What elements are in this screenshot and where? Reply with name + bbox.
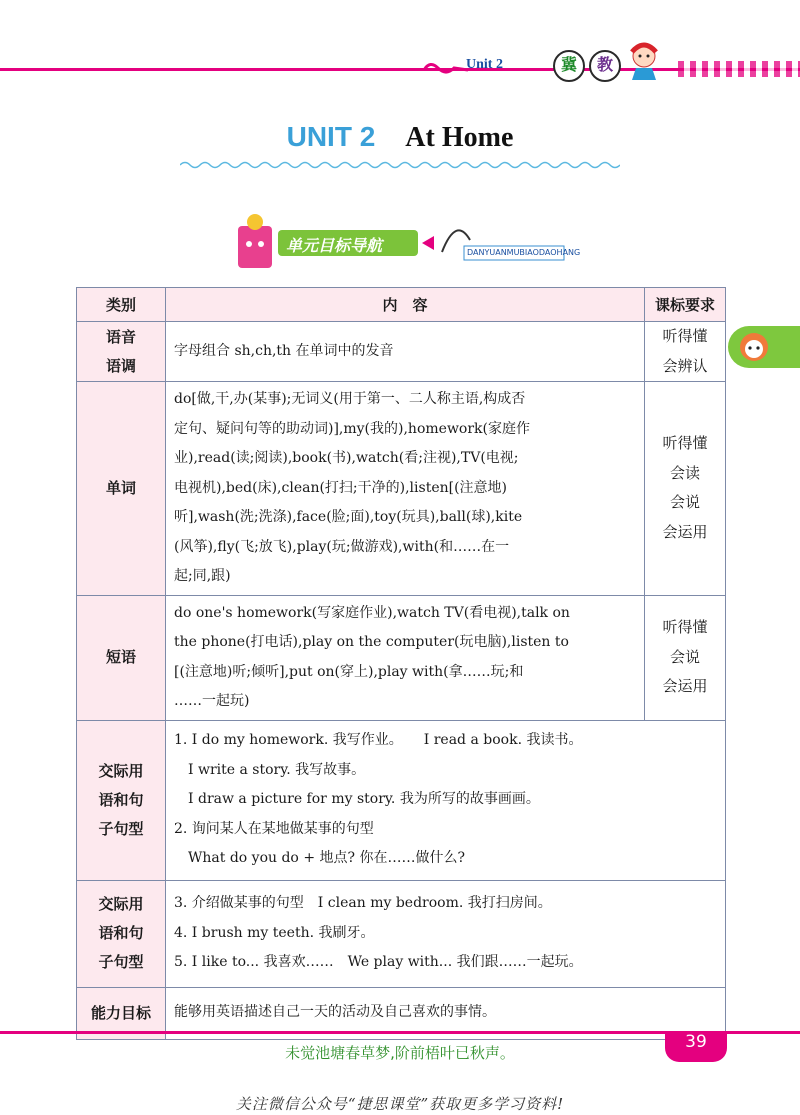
bottom-note: 关注微信公众号“捷思课堂”获取更多学习资料! (235, 1095, 565, 1113)
row-content (166, 880, 726, 987)
category-line: 短语 (105, 648, 136, 666)
row-content (166, 382, 645, 596)
row-category (77, 720, 166, 880)
content-line: 定句、疑问句等的助动词)],my(我的),homework(家庭作 (174, 420, 530, 437)
category-line: 语音 (105, 327, 136, 346)
requirement-line: 会说 (669, 493, 700, 512)
content-line: 3. 介绍做某事的句型 I clean my bedroom. 我打扫房间。 (174, 895, 552, 912)
header-category: 类别 (77, 288, 166, 322)
unit-goal-table (76, 287, 726, 1040)
content-line: I write a story. 我写故事。 (174, 761, 366, 778)
footer-slogan: 未觉池塘春草梦,阶前梧叶已秋声。 (285, 1044, 515, 1062)
content-line: 2. 询问某人在某地做某事的句型 (174, 820, 374, 837)
row-category (77, 595, 166, 720)
table-row (77, 720, 726, 880)
row-content (166, 595, 645, 720)
row-content (166, 322, 645, 382)
content-line: the phone(打电话),play on the computer(玩电脑),listen to (174, 634, 569, 650)
unit-goal-banner (234, 212, 581, 274)
content-line: 能够用英语描述自己一天的活动及自己喜欢的事情。 (174, 1004, 496, 1021)
page-header (0, 0, 800, 90)
content-line: 4. I brush my teeth. 我刷牙。 (174, 924, 375, 941)
table-header-row (77, 288, 726, 322)
table-row (77, 322, 726, 382)
category-line: 能力目标 (90, 1003, 151, 1022)
mascot-girl-icon (622, 38, 666, 82)
page-title (0, 120, 800, 154)
content-line: 业),read(读;阅读),book(书),watch(看;注视),TV(电视; (174, 450, 519, 466)
content-line: 5. I like to... 我喜欢…… We play with... 我们跟……一起玩。 (174, 954, 583, 971)
header-swirl-decoration (420, 58, 470, 78)
category-line: 子句型 (98, 953, 144, 971)
table-row (77, 880, 726, 987)
content-line: [(注意地)听;倾听],put on(穿上),play with(拿……玩;和 (174, 663, 524, 680)
requirement-line: 会说 (669, 647, 700, 666)
row-category (77, 880, 166, 987)
title-name: At Home (405, 122, 514, 153)
header-requirement: 课标要求 (645, 288, 726, 322)
content-line: I draw a picture for my story. 我为所写的故事画画。 (174, 791, 540, 808)
category-line: 语调 (105, 356, 136, 375)
content-line: ……一起玩) (174, 693, 250, 709)
row-requirement (645, 382, 726, 596)
table-row (77, 382, 726, 596)
requirement-line: 会读 (669, 463, 700, 482)
category-line: 子句型 (98, 819, 144, 838)
banner-title: 单元目标导航 (286, 236, 383, 255)
content-line: 1. I do my homework. 我写作业。 I read a book. 我读书。 (174, 732, 583, 749)
requirement-line: 会运用 (662, 677, 708, 696)
header-checker-decoration (678, 61, 800, 77)
content-line: 起;同,跟) (174, 568, 231, 584)
header-badge-ji: 冀 (553, 50, 585, 82)
content-line: 字母组合 sh,ch,th 在单词中的发音 (174, 342, 394, 359)
title-wave-divider (180, 160, 620, 170)
banner-graphic (234, 212, 566, 274)
content-line: (风筝),fly(飞;放飞),play(玩;做游戏),with(和……在一 (174, 538, 510, 555)
row-category (77, 322, 166, 382)
page-number: 39 (665, 1032, 727, 1062)
requirement-line: 听得懂 (662, 327, 708, 345)
row-requirement (645, 322, 726, 382)
content-line: What do you do + 地点? 你在……做什么? (174, 850, 465, 867)
title-unit: UNIT 2 (286, 121, 376, 152)
category-line: 语和句 (98, 790, 144, 809)
content-line: 听],wash(洗;洗涤),face(脸;面),toy(玩具),ball(球),kite (174, 509, 523, 525)
requirement-line: 听得懂 (662, 618, 708, 637)
header-unit-label: Unit 2 (466, 57, 503, 72)
content-line: do[做,干,办(某事);无词义(用于第一、二人称主语,构成否 (174, 391, 526, 407)
requirement-line: 会运用 (662, 522, 708, 541)
table-row (77, 595, 726, 720)
side-tab (728, 326, 800, 368)
category-line: 交际用 (98, 761, 144, 780)
requirement-line: 会辨认 (662, 356, 708, 375)
content-line: do one's homework(写家庭作业),watch TV(看电视),talk on (174, 604, 570, 621)
category-line: 单词 (105, 478, 136, 497)
category-line: 交际用 (98, 895, 144, 913)
row-category (77, 382, 166, 596)
content-line: 电视机),bed(床),clean(打扫;干净的),listen[(注意地) (174, 479, 508, 496)
row-content (166, 720, 726, 880)
category-line: 语和句 (98, 924, 144, 942)
header-content: 内 容 (166, 288, 645, 322)
banner-pinyin: DANYUANMUBIAODAOHANG (467, 248, 581, 257)
requirement-line: 听得懂 (662, 434, 708, 453)
header-badge-jiao: 教 (589, 50, 621, 82)
side-tab-face-icon (734, 327, 774, 367)
row-requirement (645, 595, 726, 720)
